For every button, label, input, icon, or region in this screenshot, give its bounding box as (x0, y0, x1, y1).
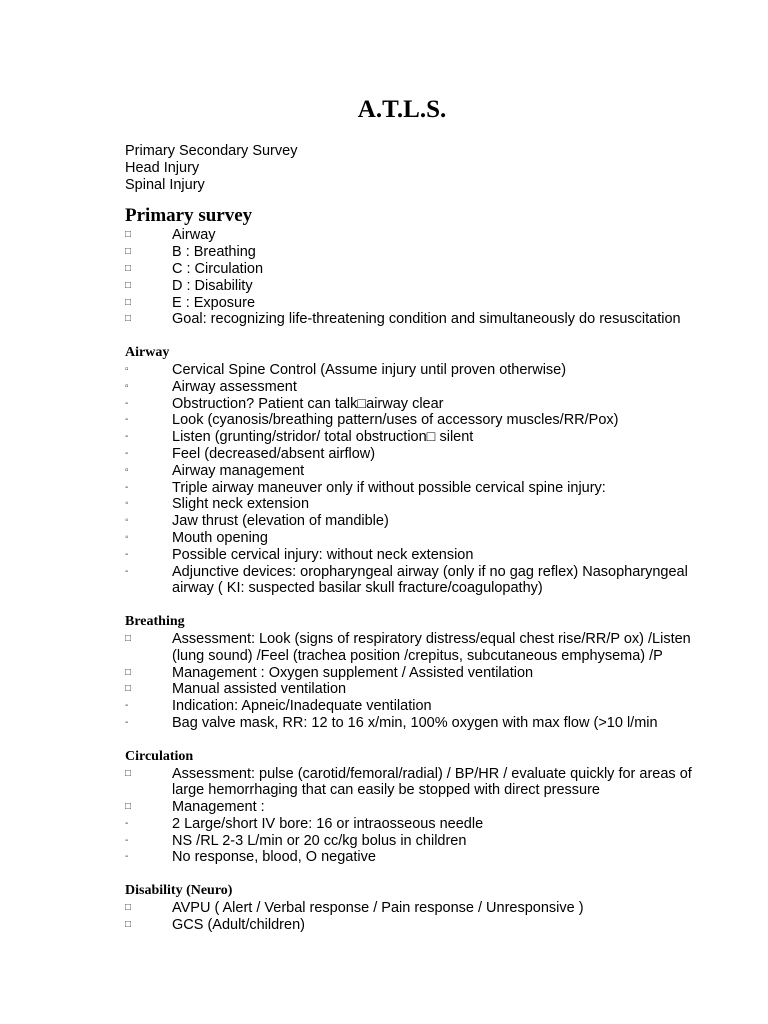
bullet-icon: □ (125, 683, 132, 695)
bullet-icon: □ (125, 767, 132, 779)
bullet-icon: - (125, 834, 129, 846)
list-item (125, 311, 710, 328)
list-item (125, 278, 710, 295)
list-item (125, 412, 710, 429)
list-item-text: C : Circulation (172, 260, 264, 277)
bullet-icon: □ (125, 918, 132, 930)
list-item (125, 530, 710, 547)
list-item-text: Bag valve mask, RR: 12 to 16 x/min, 100% oxygen with max flow (>10 l/min (172, 714, 658, 731)
bullet-icon: □ (125, 801, 132, 813)
disability-heading: Disability (Neuro) (125, 883, 233, 899)
list-item-text: Slight neck extension (172, 496, 310, 513)
bullet-icon: □ (125, 279, 132, 291)
bullet-icon: ◦ (125, 498, 129, 510)
bullet-icon: □ (125, 632, 132, 644)
list-item-text: Indication: Apneic/Inadequate ventilation (172, 698, 432, 715)
list-item-text: Management : (172, 799, 265, 816)
bullet-icon: □ (125, 229, 132, 241)
list-item-text: Cervical Spine Control (Assume injury until proven otherwise) (172, 361, 567, 378)
bullet-icon: - (125, 817, 129, 829)
list-item (125, 799, 710, 816)
list-item-text: Look (cyanosis/breathing pattern/uses of accessory muscles/RR/Pox) (172, 412, 619, 429)
list-item (125, 379, 710, 396)
bullet-icon: □ (125, 666, 132, 678)
bullet-icon: □ (125, 313, 132, 325)
list-item-text: 2 Large/short IV bore: 16 or intraosseous needle (172, 815, 484, 832)
bullet-icon: - (125, 565, 129, 577)
list-item-text: GCS (Adult/children) (172, 916, 305, 933)
bullet-icon: - (125, 431, 129, 443)
list-item (125, 446, 710, 463)
intro-line: Head Injury (125, 159, 200, 176)
breathing-heading: Breathing (125, 614, 185, 630)
airway-heading: Airway (125, 345, 170, 361)
list-item-text: Jaw thrust (elevation of mandible) (172, 513, 389, 530)
list-item (125, 244, 710, 261)
list-item (125, 715, 710, 732)
bullet-icon: - (125, 851, 129, 863)
bullet-icon: ▫ (125, 464, 129, 476)
list-item-text: Possible cervical injury: without neck extension (172, 546, 474, 563)
list-item-text: No response, blood, O negative (172, 849, 376, 866)
bullet-icon: ◦ (125, 531, 129, 543)
list-item (125, 849, 710, 866)
list-item-text: Mouth opening (172, 529, 268, 546)
document-title: A.T.L.S. (357, 96, 447, 123)
bullet-icon: ◦ (125, 515, 129, 527)
bullet-icon: - (125, 414, 129, 426)
list-item-text: Listen (grunting/stridor/ total obstruction□ silent (172, 429, 474, 446)
list-item-text: NS /RL 2-3 L/min or 20 cc/kg bolus in children (172, 832, 467, 849)
list-item (125, 766, 710, 800)
list-item (125, 513, 710, 530)
disability-list (125, 900, 710, 934)
list-item (125, 681, 710, 698)
list-item-text: Manual assisted ventilation (172, 681, 347, 698)
circulation-heading: Circulation (125, 748, 194, 764)
list-item-text: E : Exposure (172, 294, 256, 311)
list-item-text: AVPU ( Alert / Verbal response / Pain response / Unresponsive ) (172, 900, 584, 917)
list-item (125, 816, 710, 833)
list-item (125, 917, 710, 934)
list-item (125, 496, 710, 513)
list-item-text: D : Disability (172, 277, 253, 294)
list-item (125, 295, 710, 312)
list-item-text: Obstruction? Patient can talk□airway clear (172, 395, 444, 412)
bullet-icon: - (125, 397, 129, 409)
list-item-text: Triple airway maneuver only if without possible cervical spine injury: (172, 479, 606, 496)
airway-list (125, 362, 710, 597)
list-item (125, 631, 710, 665)
list-item (125, 480, 710, 497)
list-item-text: Airway (172, 227, 216, 244)
primary-survey-heading: Primary survey (125, 205, 253, 227)
list-item-text: Goal: recognizing life-threatening condition and simultaneously do resuscitation (172, 311, 681, 328)
list-item (125, 564, 710, 598)
intro-line: Spinal Injury (125, 176, 205, 193)
list-item (125, 833, 710, 850)
list-item (125, 429, 710, 446)
list-item-text: Assessment: pulse (carotid/femoral/radial) / BP/HR / evaluate quickly for areas of large hemorrhaging that can easily be stopped with direct pressure (172, 765, 692, 799)
circulation-list (125, 766, 710, 867)
list-item (125, 698, 710, 715)
list-item (125, 665, 710, 682)
bullet-icon: ▫ (125, 363, 129, 375)
bullet-icon: - (125, 548, 129, 560)
list-item-text: Adjunctive devices: oropharyngeal airway (only if no gag reflex) Nasopharyngeal airway ( KI: suspected basilar skull fracture/coagulopathy) (172, 563, 688, 597)
list-item-text: Feel (decreased/absent airflow) (172, 445, 376, 462)
list-item (125, 261, 710, 278)
list-item (125, 227, 710, 244)
list-item (125, 547, 710, 564)
bullet-icon: □ (125, 902, 132, 914)
list-item (125, 900, 710, 917)
list-item-text: Assessment: Look (signs of respiratory distress/equal chest rise/RR/P ox) /Listen (lung sound) /Feel (trachea position /crepitus, subcutaneous emphysema) /P (172, 630, 691, 664)
list-item (125, 396, 710, 413)
bullet-icon: - (125, 481, 129, 493)
list-item-text: Management : Oxygen supplement / Assisted ventilation (172, 664, 534, 681)
list-item-text: B : Breathing (172, 244, 256, 261)
bullet-icon: ▫ (125, 380, 129, 392)
bullet-icon: - (125, 716, 129, 728)
bullet-icon: - (125, 447, 129, 459)
list-item-text: Airway management (172, 462, 305, 479)
list-item (125, 463, 710, 480)
bullet-icon: □ (125, 296, 132, 308)
list-item (125, 362, 710, 379)
primary-survey-list (125, 227, 710, 328)
document-body (125, 143, 710, 934)
bullet-icon: □ (125, 246, 132, 258)
bullet-icon: - (125, 700, 129, 712)
intro-line: Primary Secondary Survey (125, 143, 298, 159)
list-item-text: Airway assessment (172, 378, 297, 395)
bullet-icon: □ (125, 262, 132, 274)
breathing-list (125, 631, 710, 732)
